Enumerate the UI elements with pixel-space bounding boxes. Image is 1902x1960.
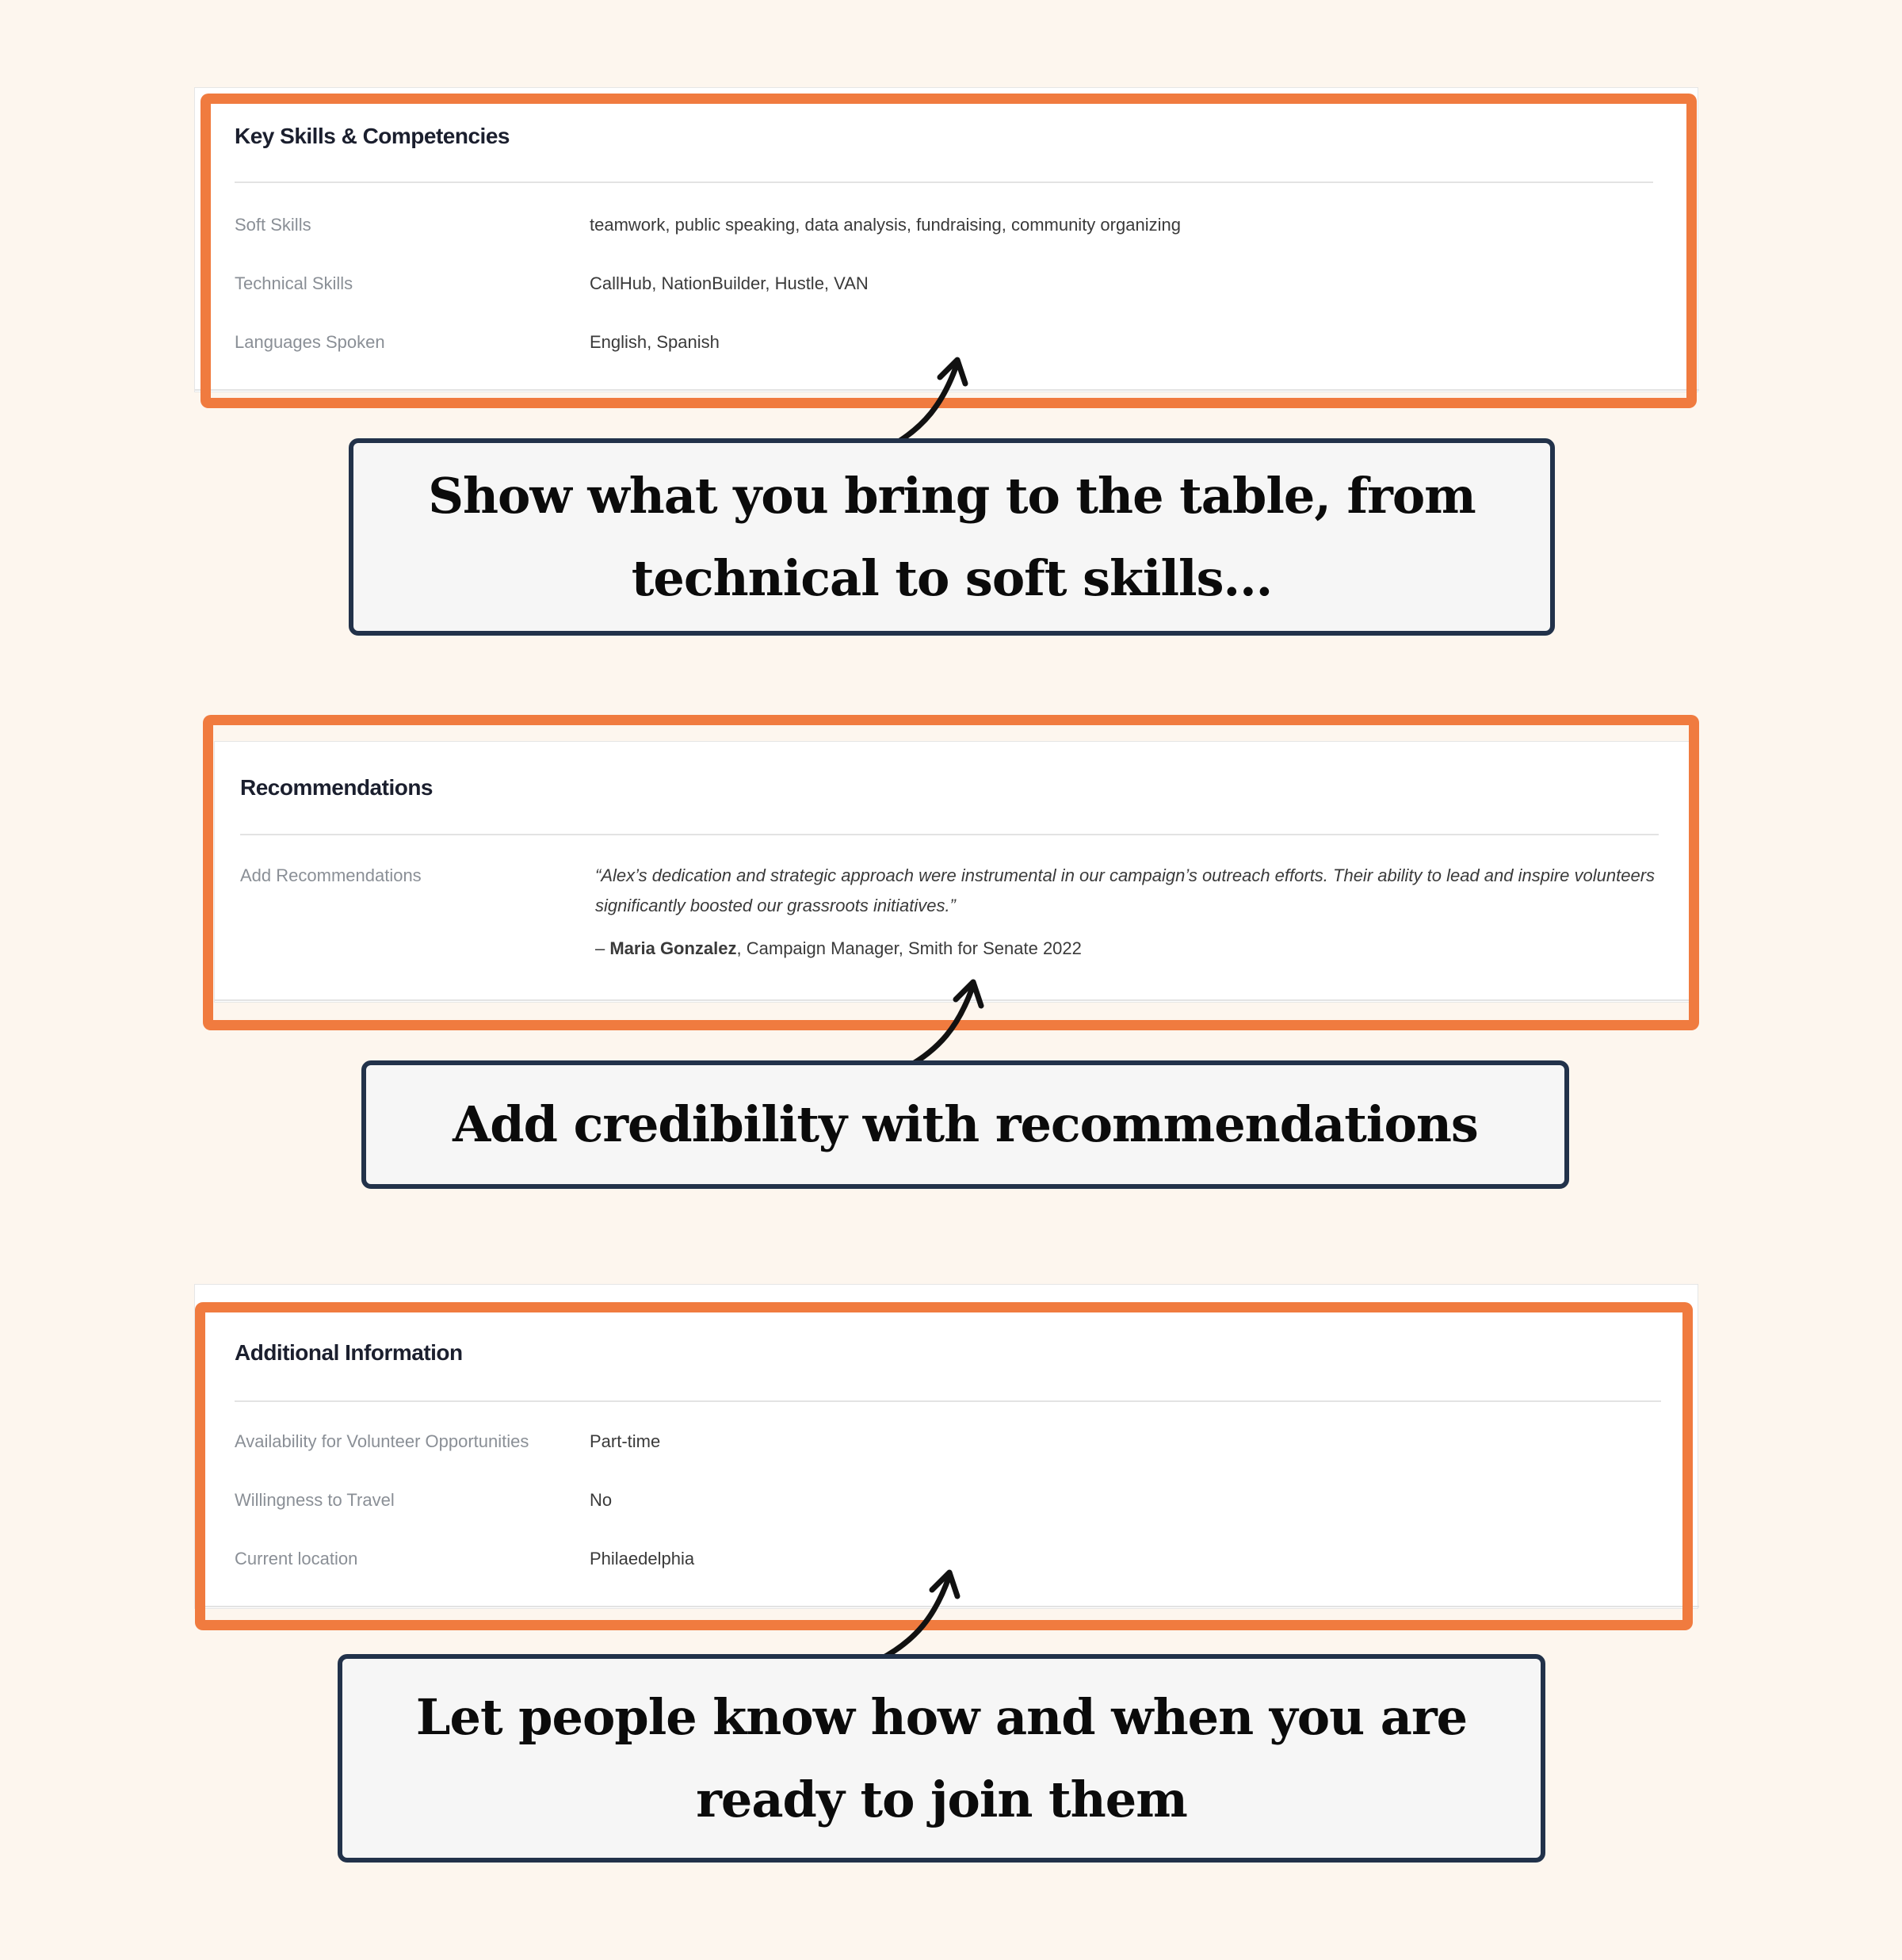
travel-label: Willingness to Travel bbox=[235, 1490, 395, 1510]
additional-callout: Let people know how and when you are ready to join them bbox=[338, 1654, 1545, 1863]
location-value: Philaedelphia bbox=[590, 1549, 695, 1568]
languages-value: English, Spanish bbox=[590, 332, 720, 352]
recommendations-callout: Add credibility with recommendations bbox=[361, 1060, 1569, 1189]
recommendations-title: Recommendations bbox=[240, 775, 433, 800]
travel-value: No bbox=[590, 1490, 613, 1510]
attribution-dash: – bbox=[595, 938, 610, 958]
recommendation-quote: “Alex’s dedication and strategic approach were instrumental in our campaign’s outreach efforts. Their ability to lead and inspire volunteers significantly boosted our grassroots initiatives.” bbox=[595, 865, 1656, 915]
soft-skills-value: teamwork, public speaking, data analysis, fundraising, community organizing bbox=[590, 215, 1181, 235]
availability-value: Part-time bbox=[590, 1431, 661, 1451]
location-label: Current location bbox=[235, 1549, 358, 1568]
author-detail: , Campaign Manager, Smith for Senate 2022 bbox=[736, 938, 1082, 958]
recommendation-author: Maria Gonzalez bbox=[609, 938, 737, 958]
availability-label: Availability for Volunteer Opportunities bbox=[235, 1431, 529, 1451]
additional-title: Additional Information bbox=[235, 1340, 463, 1365]
curved-arrow-icon bbox=[880, 349, 975, 452]
skills-title: Key Skills & Competencies bbox=[235, 124, 510, 148]
curved-arrow-icon bbox=[872, 1561, 967, 1664]
add-recommendations-label: Add Recommendations bbox=[240, 865, 422, 885]
curved-arrow-icon bbox=[896, 971, 991, 1074]
technical-skills-value: CallHub, NationBuilder, Hustle, VAN bbox=[590, 273, 869, 293]
technical-skills-label: Technical Skills bbox=[235, 273, 353, 293]
skills-callout: Show what you bring to the table, from technical to soft skills... bbox=[349, 438, 1555, 636]
languages-label: Languages Spoken bbox=[235, 332, 385, 352]
soft-skills-label: Soft Skills bbox=[235, 215, 311, 235]
